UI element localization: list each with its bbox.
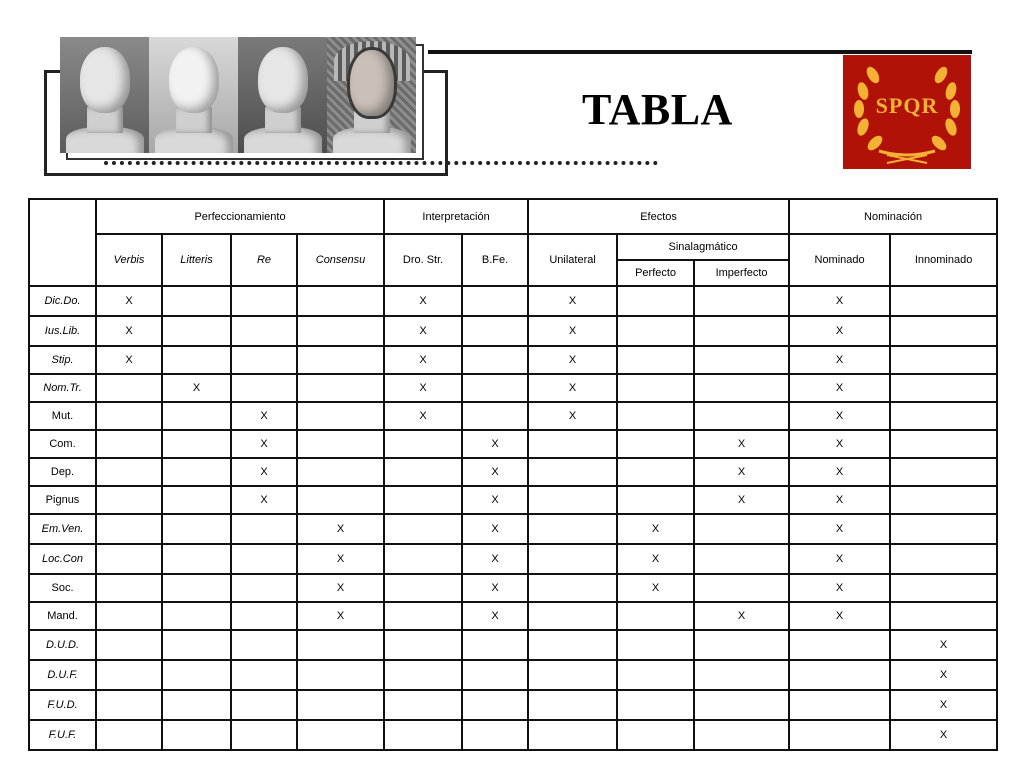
table-cell: [528, 514, 617, 544]
table-cell: [384, 430, 462, 458]
table-cell: [789, 660, 890, 690]
table-row: [29, 402, 997, 430]
table-cell: [162, 544, 231, 574]
table-cell: [96, 544, 162, 574]
col-nominado: Nominado: [789, 234, 890, 286]
table-cell: [162, 660, 231, 690]
table-cell: [231, 602, 297, 630]
table-cell: X: [384, 346, 462, 374]
col-consensu: Consensu: [297, 234, 384, 286]
table-cell: [96, 630, 162, 660]
table-cell: [528, 660, 617, 690]
table-row: [29, 458, 997, 486]
col-imperfecto: Imperfecto: [694, 260, 789, 286]
table-cell: [890, 374, 997, 402]
table-cell: X: [384, 374, 462, 402]
table-cell: [789, 720, 890, 750]
table-cell: [96, 514, 162, 544]
table-cell: X: [789, 544, 890, 574]
table-cell: [462, 346, 528, 374]
table-cell: [297, 458, 384, 486]
table-cell: [96, 690, 162, 720]
table-cell: [462, 690, 528, 720]
table-row: [29, 690, 997, 720]
spqr-text: SPQR: [875, 93, 939, 118]
table-cell: [617, 374, 694, 402]
table-cell: X: [528, 286, 617, 316]
table-cell: [162, 514, 231, 544]
col-innominado: Innominado: [890, 234, 997, 286]
table-cell: X: [890, 660, 997, 690]
table-cell: X: [694, 430, 789, 458]
row-label: Soc.: [29, 574, 96, 602]
table-cell: [694, 514, 789, 544]
table-body: [29, 286, 997, 750]
row-label: Dep.: [29, 458, 96, 486]
table-cell: [96, 402, 162, 430]
table-cell: [297, 430, 384, 458]
row-label: Nom.Tr.: [29, 374, 96, 402]
table-cell: [297, 316, 384, 346]
row-label: F.U.D.: [29, 690, 96, 720]
table-cell: [462, 374, 528, 402]
table-row: [29, 602, 997, 630]
table-cell: [297, 286, 384, 316]
table-cell: X: [694, 602, 789, 630]
table-cell: [297, 346, 384, 374]
col-verbis: Verbis: [96, 234, 162, 286]
table-cell: [231, 316, 297, 346]
table-cell: [694, 660, 789, 690]
table-cell: [789, 690, 890, 720]
col-b-fe: B.Fe.: [462, 234, 528, 286]
table-cell: [528, 430, 617, 458]
table-cell: X: [789, 402, 890, 430]
table-cell: X: [789, 316, 890, 346]
table-cell: [694, 720, 789, 750]
table-cell: [617, 458, 694, 486]
dotted-rule: [104, 161, 658, 165]
table-cell: [462, 720, 528, 750]
table-cell: [162, 402, 231, 430]
table-cell: X: [231, 458, 297, 486]
table-cell: X: [789, 286, 890, 316]
table-cell: [162, 574, 231, 602]
table-cell: X: [384, 286, 462, 316]
table-cell: [231, 574, 297, 602]
table-cell: [297, 486, 384, 514]
table-row: [29, 286, 997, 316]
header-row-subgroups: [29, 234, 997, 260]
table-cell: [694, 346, 789, 374]
table-cell: [462, 402, 528, 430]
table-cell: [297, 630, 384, 660]
table-cell: [384, 602, 462, 630]
table-cell: [96, 374, 162, 402]
table-cell: [162, 690, 231, 720]
table-cell: X: [789, 486, 890, 514]
table-cell: [162, 286, 231, 316]
table-cell: [528, 602, 617, 630]
row-label: Em.Ven.: [29, 514, 96, 544]
table-cell: X: [528, 316, 617, 346]
table-cell: [528, 574, 617, 602]
table-cell: [890, 486, 997, 514]
table-cell: [384, 630, 462, 660]
table-row: [29, 486, 997, 514]
portrait-bust-3: [238, 37, 327, 153]
table-cell: X: [694, 458, 789, 486]
table-cell: [890, 430, 997, 458]
spqr-logo: [843, 55, 971, 169]
table-cell: [231, 346, 297, 374]
page-title: TABLA: [582, 85, 733, 134]
table-cell: [528, 690, 617, 720]
row-label: Dic.Do.: [29, 286, 96, 316]
table-cell: [162, 316, 231, 346]
table-cell: [694, 402, 789, 430]
table-cell: [694, 286, 789, 316]
table-cell: X: [789, 430, 890, 458]
table-cell: [462, 286, 528, 316]
table-cell: [462, 660, 528, 690]
table-row: [29, 316, 997, 346]
row-label: Mut.: [29, 402, 96, 430]
table-cell: [297, 374, 384, 402]
top-rule: [428, 50, 972, 54]
table-row: [29, 514, 997, 544]
table-cell: X: [384, 316, 462, 346]
table-cell: X: [462, 602, 528, 630]
group-interpretacion: Interpretación: [384, 199, 528, 234]
row-label: D.U.D.: [29, 630, 96, 660]
portrait-bust-2: [149, 37, 238, 153]
table-cell: [462, 316, 528, 346]
table-cell: [890, 402, 997, 430]
table-cell: [297, 720, 384, 750]
table-cell: X: [462, 458, 528, 486]
table-cell: X: [617, 574, 694, 602]
table-row: [29, 374, 997, 402]
table-cell: [617, 630, 694, 660]
table-cell: [528, 720, 617, 750]
table-cell: X: [162, 374, 231, 402]
row-label: Ius.Lib.: [29, 316, 96, 346]
table-cell: [617, 402, 694, 430]
table-cell: [162, 458, 231, 486]
table-cell: [617, 690, 694, 720]
header-row-groups: [29, 199, 997, 234]
table-cell: [297, 402, 384, 430]
table-cell: [384, 720, 462, 750]
table-cell: [384, 458, 462, 486]
table-cell: [617, 602, 694, 630]
table-cell: X: [617, 514, 694, 544]
table-cell: [231, 690, 297, 720]
row-label: Mand.: [29, 602, 96, 630]
table-cell: [96, 458, 162, 486]
table-cell: X: [231, 402, 297, 430]
table-cell: X: [789, 458, 890, 486]
table-cell: [231, 720, 297, 750]
table-cell: [231, 630, 297, 660]
table-cell: X: [462, 514, 528, 544]
table-cell: [96, 720, 162, 750]
table-cell: [297, 660, 384, 690]
table-cell: [890, 286, 997, 316]
table-cell: [96, 602, 162, 630]
table-cell: [694, 544, 789, 574]
table-cell: X: [297, 602, 384, 630]
row-label: Com.: [29, 430, 96, 458]
header: [0, 0, 1024, 190]
table-cell: [384, 660, 462, 690]
table-cell: X: [789, 346, 890, 374]
table-cell: [617, 316, 694, 346]
table-row: [29, 430, 997, 458]
table-cell: X: [890, 690, 997, 720]
table-cell: [617, 430, 694, 458]
table-cell: [96, 430, 162, 458]
table-cell: [528, 486, 617, 514]
row-label: D.U.F.: [29, 660, 96, 690]
portrait-mosaic-4: [327, 37, 416, 153]
portrait-bust-1: [60, 37, 149, 153]
table-row: [29, 660, 997, 690]
table-cell: [384, 574, 462, 602]
table-cell: X: [694, 486, 789, 514]
table-cell: [890, 316, 997, 346]
table-cell: [694, 630, 789, 660]
table-cell: X: [789, 374, 890, 402]
table-cell: [890, 458, 997, 486]
row-label: Stip.: [29, 346, 96, 374]
table-cell: X: [789, 514, 890, 544]
table-cell: [96, 574, 162, 602]
table-cell: [617, 660, 694, 690]
table-cell: [162, 602, 231, 630]
table-cell: [231, 374, 297, 402]
table-cell: X: [231, 486, 297, 514]
table-cell: X: [96, 316, 162, 346]
table-cell: [162, 486, 231, 514]
col-re: Re: [231, 234, 297, 286]
table-cell: X: [297, 544, 384, 574]
table-cell: [617, 720, 694, 750]
col-dro-str: Dro. Str.: [384, 234, 462, 286]
table-cell: [528, 544, 617, 574]
table-cell: [890, 346, 997, 374]
row-label: Loc.Con: [29, 544, 96, 574]
contracts-table-container: [28, 198, 996, 751]
group-perfeccionamiento: Perfeccionamiento: [96, 199, 384, 234]
table-cell: [694, 316, 789, 346]
table-cell: X: [297, 574, 384, 602]
table-cell: [617, 486, 694, 514]
table-cell: [890, 514, 997, 544]
table-cell: [162, 630, 231, 660]
table-cell: X: [462, 430, 528, 458]
table-cell: [384, 690, 462, 720]
table-cell: [462, 630, 528, 660]
table-cell: [231, 660, 297, 690]
table-cell: [162, 346, 231, 374]
table-cell: [231, 544, 297, 574]
table-cell: X: [462, 574, 528, 602]
table-cell: X: [890, 720, 997, 750]
table-cell: [617, 346, 694, 374]
table-cell: X: [96, 286, 162, 316]
table-cell: X: [462, 544, 528, 574]
contracts-table: [28, 198, 998, 751]
row-label: Pignus: [29, 486, 96, 514]
row-label: F.U.F.: [29, 720, 96, 750]
table-cell: [694, 574, 789, 602]
table-cell: [384, 486, 462, 514]
table-row: [29, 544, 997, 574]
table-cell: [528, 458, 617, 486]
table-cell: [890, 602, 997, 630]
table-cell: X: [528, 346, 617, 374]
table-cell: X: [297, 514, 384, 544]
table-cell: X: [789, 602, 890, 630]
table-cell: [694, 690, 789, 720]
table-cell: X: [789, 574, 890, 602]
table-row: [29, 630, 997, 660]
table-cell: X: [384, 402, 462, 430]
table-cell: [694, 374, 789, 402]
table-cell: [384, 544, 462, 574]
corner-cell: [29, 199, 96, 286]
table-cell: [96, 486, 162, 514]
table-cell: [890, 544, 997, 574]
table-cell: [231, 514, 297, 544]
table-cell: [297, 690, 384, 720]
col-sinalagmatico: Sinalagmático: [617, 234, 789, 260]
col-perfecto: Perfecto: [617, 260, 694, 286]
table-cell: X: [462, 486, 528, 514]
portrait-strip: [60, 37, 416, 153]
table-cell: [384, 514, 462, 544]
table-cell: [231, 286, 297, 316]
table-row: [29, 574, 997, 602]
col-unilateral: Unilateral: [528, 234, 617, 286]
table-cell: X: [890, 630, 997, 660]
table-cell: X: [528, 402, 617, 430]
table-cell: X: [617, 544, 694, 574]
table-cell: [96, 660, 162, 690]
table-cell: X: [528, 374, 617, 402]
table-cell: [890, 574, 997, 602]
table-cell: X: [231, 430, 297, 458]
table-cell: [789, 630, 890, 660]
table-row: [29, 720, 997, 750]
table-cell: [162, 720, 231, 750]
group-nominacion: Nominación: [789, 199, 997, 234]
table-cell: [528, 630, 617, 660]
group-efectos: Efectos: [528, 199, 789, 234]
table-cell: [617, 286, 694, 316]
table-cell: X: [96, 346, 162, 374]
table-row: [29, 346, 997, 374]
col-litteris: Litteris: [162, 234, 231, 286]
table-cell: [162, 430, 231, 458]
